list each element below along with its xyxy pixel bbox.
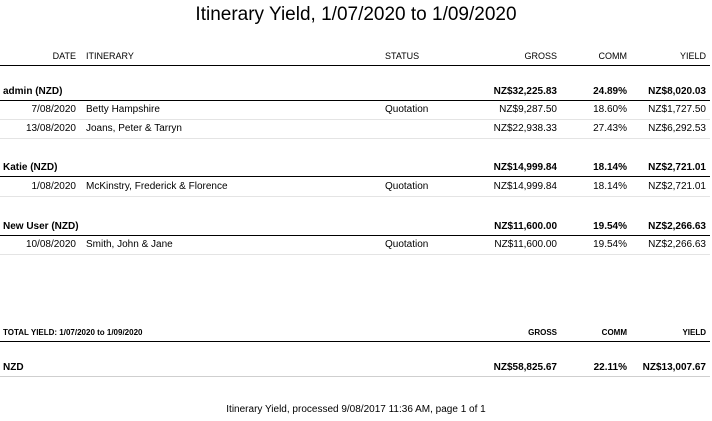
report-footer: Itinerary Yield, processed 9/08/2017 11:36 AM, page 1 of 1 [226, 404, 486, 415]
total-row [0, 359, 710, 377]
row-yield: NZ$1,727.50 [648, 104, 706, 115]
total-comm: 22.11% [593, 362, 627, 373]
table-row[interactable] [0, 120, 710, 139]
group-name: Katie (NZD) [3, 162, 58, 173]
header-date: DATE [52, 51, 76, 61]
row-date: 13/08/2020 [25, 123, 76, 134]
row-yield: NZ$2,266.63 [648, 239, 706, 250]
row-itinerary: Joans, Peter & Tarryn [86, 123, 182, 134]
group-name: New User (NZD) [3, 221, 79, 232]
row-gross: NZ$11,600.00 [494, 239, 557, 250]
row-itinerary: Betty Hampshire [86, 104, 160, 115]
header-status: STATUS [385, 51, 420, 61]
row-itinerary: Smith, John & Jane [86, 239, 173, 250]
total-yield: NZ$13,007.67 [642, 362, 706, 373]
group-yield: NZ$8,020.03 [648, 86, 706, 97]
row-comm: 27.43% [593, 123, 627, 134]
group-comm: 19.54% [593, 221, 627, 232]
header-comm: COMM [598, 51, 627, 61]
row-gross: NZ$9,287.50 [499, 104, 557, 115]
row-gross: NZ$14,999.84 [493, 181, 557, 192]
row-yield: NZ$6,292.53 [648, 123, 706, 134]
group-yield: NZ$2,266.63 [648, 221, 706, 232]
total-header-row [0, 326, 710, 342]
row-gross: NZ$22,938.33 [493, 123, 557, 134]
row-comm: 19.54% [593, 239, 627, 250]
header-itinerary: ITINERARY [86, 51, 134, 61]
row-status: Quotation [385, 104, 429, 115]
group-gross: NZ$32,225.83 [493, 86, 557, 97]
total-header-comm: COMM [601, 328, 627, 337]
row-comm: 18.14% [593, 181, 627, 192]
table-row[interactable] [0, 101, 710, 120]
table-row[interactable] [0, 178, 710, 197]
group-comm: 18.14% [593, 162, 627, 173]
row-date: 1/08/2020 [31, 181, 76, 192]
total-header-gross: GROSS [528, 328, 557, 337]
header-gross: GROSS [524, 51, 557, 61]
row-status: Quotation [385, 181, 429, 192]
row-itinerary: McKinstry, Frederick & Florence [86, 181, 228, 192]
row-yield: NZ$2,721.01 [648, 181, 706, 192]
group-gross: NZ$14,999.84 [493, 162, 557, 173]
group-name: admin (NZD) [3, 86, 63, 97]
column-header-row [0, 49, 710, 66]
group-row-new-user [0, 217, 710, 236]
total-label: TOTAL YIELD: 1/07/2020 to 1/09/2020 [3, 328, 143, 337]
group-row-admin [0, 82, 710, 101]
group-yield: NZ$2,721.01 [648, 162, 706, 173]
row-date: 7/08/2020 [31, 104, 76, 115]
row-comm: 18.60% [593, 104, 627, 115]
group-comm: 24.89% [593, 86, 627, 97]
row-date: 10/08/2020 [25, 239, 76, 250]
total-gross: NZ$58,825.67 [493, 362, 557, 373]
table-row[interactable] [0, 236, 710, 255]
report-title: Itinerary Yield, 1/07/2020 to 1/09/2020 [195, 4, 517, 25]
total-currency: NZD [3, 362, 24, 373]
group-row-katie [0, 158, 710, 177]
row-status: Quotation [385, 239, 429, 250]
header-yield: YIELD [679, 51, 706, 61]
group-gross: NZ$11,600.00 [494, 221, 557, 232]
total-header-yield: YIELD [682, 328, 706, 337]
